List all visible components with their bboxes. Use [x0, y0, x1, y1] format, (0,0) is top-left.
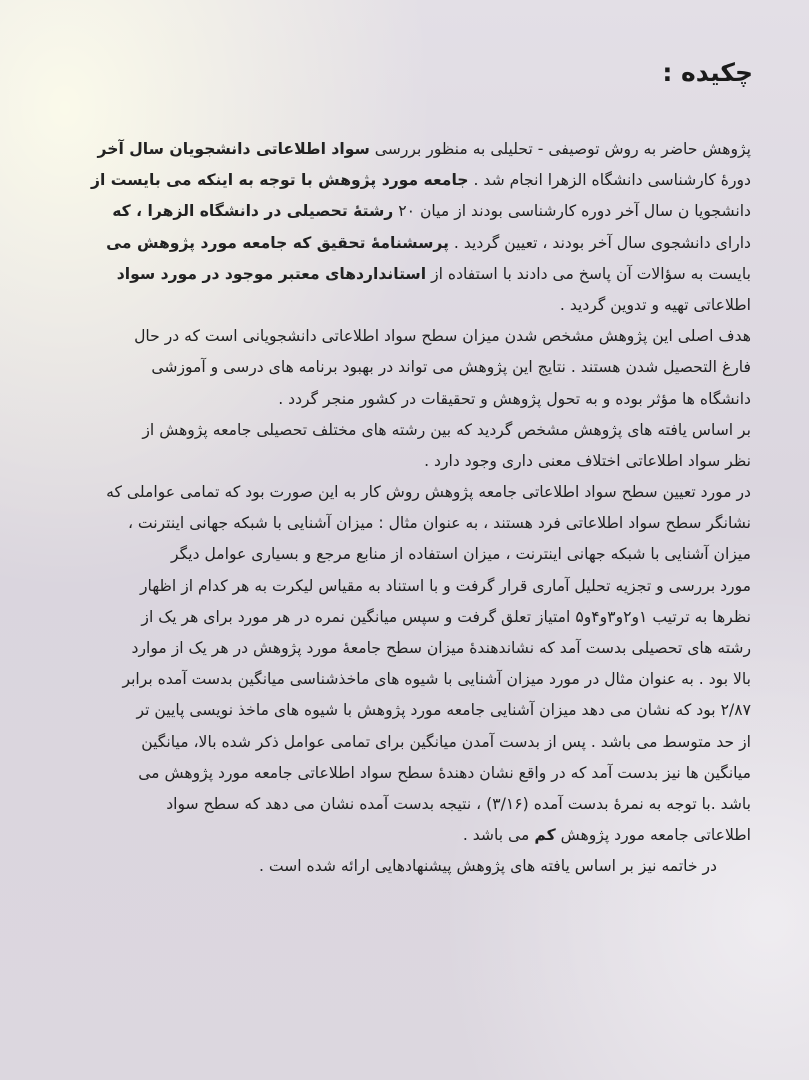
text-line: مورد بررسی و تجزیه تحلیل آماری قرار گرفت و با استناد به مقیاس لیکرت به هر کدام از اظهار [140, 576, 751, 595]
paragraph-findings [51, 415, 751, 477]
text-line: باشد .با توجه به نمرهٔ بدست آمده (۳/۱۶) ، نتیجه بدست آمده نشان می دهد که سطح سواد [166, 794, 751, 813]
text-line: بر اساس یافته های پژوهش مشخص گردید که بین رشته های مختلف تحصیلی جامعه پژوهش از [142, 420, 751, 439]
text-line: دورهٔ کارشناسی دانشگاه الزهرا انجام شد . جامعه مورد پژوهش با توجه به اینکه می بایست از [91, 171, 751, 190]
paragraph-method [51, 134, 751, 321]
text-line: میانگین ها نیز بدست آمد که در واقع نشان دهندهٔ سطح سواد اطلاعاتی جامعه مورد پژوهش می [138, 763, 751, 782]
text-line: بایست به سؤالات آن پاسخ می دادند با استفاده از استانداردهای معتبر موجود در مورد سواد [116, 264, 751, 283]
text-line: فارغ التحصیل شدن هستند . نتایج این پژوهش می تواند در بهبود برنامه های درسی و آموزشی [151, 358, 751, 377]
text-line: در مورد تعیین سطح سواد اطلاعاتی جامعه پژوهش روش کار به این صورت بود که تمامی عواملی که [106, 483, 751, 502]
text-line: میزان آشنایی با شبکه جهانی اینترنت ، میزان استفاده از منابع مرجع و بسیاری عوامل دیگر [171, 545, 751, 564]
text-line: رشته های تحصیلی بدست آمد که نشاندهندهٔ میزان سطح جامعهٔ مورد پژوهش در هر یک از موارد [131, 639, 751, 657]
text-line: دانشجویا ن سال آخر دوره کارشناسی بودند از میان ۲۰ رشتهٔ تحصیلی در دانشگاه الزهرا ، که [112, 202, 751, 221]
text-line: اطلاعاتی جامعه مورد پژوهش کم می باشد . [462, 826, 751, 845]
text-line: پژوهش حاضر به روش توصیفی - تحلیلی به منظور بررسی سواد اطلاعاتی دانشجویان سال آخر [97, 140, 751, 158]
text-line: دارای دانشجوی سال آخر بودند ، تعیین گردید . پرسشنامهٔ تحقیق که جامعه مورد پژوهش می [106, 233, 751, 252]
text-line: هدف اصلی این پژوهش مشخص شدن میزان سطح سواد اطلاعاتی دانشجویانی است که در حال [134, 327, 751, 346]
text-line: در خاتمه نیز بر اساس یافته های پژوهش پیشنهادهایی ارائه شده است . [258, 857, 717, 876]
paragraph-conclusion [51, 851, 751, 882]
paragraph-procedure [51, 477, 751, 851]
paragraph-goal [51, 321, 751, 415]
text-line: نظرها به ترتیب ۱و۲و۳و۴و۵ امتیاز تعلق گرفت و سپس میانگین نمره در هر مورد برای هر یک از [141, 607, 751, 626]
text-line: نشانگر سطح سواد اطلاعاتی فرد هستند ، به عنوان مثال : میزان آشنایی با شبکه جهانی اینترنت ، [127, 514, 751, 533]
text-line: ۲/۸۷ بود که نشان می دهد میزان آشنایی جامعه مورد پژوهش با شیوه های ماخذ نویسی پایین تر [136, 701, 751, 720]
text-line: دانشگاه ها مؤثر بوده و به تحول پژوهش و تحقیقات در کشور منجر گردد . [278, 389, 751, 408]
text-line: اطلاعاتی تهیه و تدوین گردید . [559, 295, 751, 314]
text-line: نظر سواد اطلاعاتی اختلاف معنی داری وجود دارد . [424, 451, 751, 470]
text-line: بالا بود . به عنوان مثال در مورد میزان آشنایی با شیوه های ماخذشناسی میانگین بدست آمده برابر [122, 670, 751, 689]
abstract-heading: چکیده : [662, 58, 753, 87]
text-line: از حد متوسط می باشد . پس از بدست آمدن میانگین برای تمامی عوامل ذکر شده بالا، میانگین [141, 732, 751, 751]
abstract-body [51, 134, 751, 883]
